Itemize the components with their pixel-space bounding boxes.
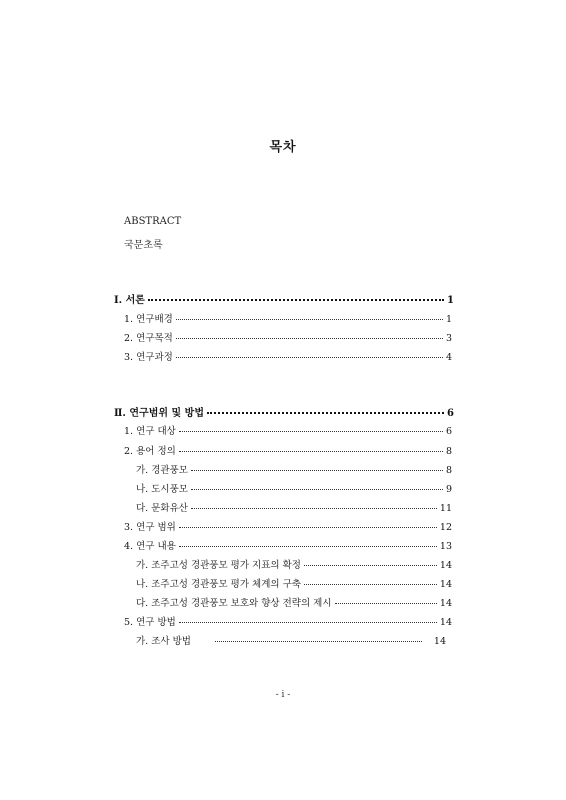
toc-subsection[interactable] [136, 595, 452, 609]
toc-page-number: 8 [445, 465, 452, 476]
toc-label: 다. 문화유산 [136, 503, 188, 514]
toc-label: 1. 연구 대상 [124, 426, 176, 437]
toc-label: 5. 연구 방법 [124, 617, 176, 628]
leader-dots [191, 508, 437, 509]
toc-page-number: 11 [439, 503, 452, 514]
abstract-entry: ABSTRACT [124, 216, 182, 227]
toc-subsection[interactable] [136, 481, 452, 495]
toc-subsection[interactable] [136, 633, 446, 647]
leader-dots [304, 565, 437, 566]
toc-subsection[interactable] [136, 462, 452, 476]
toc-label: Ⅰ. 서론 [114, 295, 145, 306]
toc-subsection[interactable] [136, 500, 452, 514]
leader-dots [304, 584, 437, 585]
toc-page-number: 1 [445, 314, 452, 325]
toc-label: 나. 조주고성 경관풍모 평가 체계의 구축 [136, 579, 301, 590]
toc-label: 가. 경관풍모 [136, 465, 188, 476]
leader-dots [215, 641, 422, 642]
toc-section[interactable] [124, 519, 452, 533]
toc-page-number: 13 [439, 541, 452, 552]
toc-page-number: 8 [445, 446, 452, 457]
page-title: 목차 [269, 140, 297, 155]
toc-label: 다. 조주고성 경관풍모 보호와 향상 전략의 제시 [136, 598, 332, 609]
toc-page-number: 6 [447, 408, 454, 419]
toc-page-number: 14 [433, 636, 446, 647]
toc-page-number: 14 [439, 617, 452, 628]
toc-label: 2. 연구목적 [124, 333, 173, 344]
toc-page-number: 6 [445, 426, 452, 437]
leader-dots [176, 319, 443, 320]
korean-abstract-entry: 국문초록 [124, 240, 163, 251]
leader-dots [179, 527, 437, 528]
leader-dots [179, 622, 437, 623]
toc-label: 3. 연구 범위 [124, 522, 176, 533]
leader-dots [191, 470, 443, 471]
toc-chapter-2[interactable] [114, 404, 454, 418]
toc-section[interactable] [124, 538, 452, 552]
toc-label: 2. 용어 정의 [124, 446, 176, 457]
leader-dots [335, 603, 437, 604]
toc-label: 4. 연구 내용 [124, 541, 176, 552]
leader-dots [176, 338, 443, 339]
toc-section[interactable] [124, 311, 452, 325]
leader-dots [191, 489, 443, 490]
toc-section[interactable] [124, 349, 452, 363]
toc-page-number: 14 [439, 598, 452, 609]
toc-section[interactable] [124, 423, 452, 437]
toc-label: 가. 조사 방법 [136, 636, 191, 647]
toc-label: 가. 조주고성 경관풍모 평가 지표의 확정 [136, 560, 301, 571]
toc-label: 나. 도시풍모 [136, 484, 188, 495]
toc-subsection[interactable] [136, 576, 452, 590]
toc-label: 1. 연구배경 [124, 314, 173, 325]
toc-page-number: 14 [439, 560, 452, 571]
toc-page-number: 14 [439, 579, 452, 590]
leader-dots [176, 357, 443, 358]
toc-page-number: 3 [445, 333, 452, 344]
toc-label: Ⅱ. 연구범위 및 방법 [114, 408, 204, 419]
toc-page-number: 12 [439, 522, 452, 533]
toc-page-number: 4 [445, 352, 452, 363]
toc-section[interactable] [124, 614, 452, 628]
toc-chapter-1[interactable] [114, 291, 454, 305]
leader-dots [207, 412, 444, 414]
toc-section[interactable] [124, 330, 452, 344]
leader-dots [179, 546, 437, 547]
toc-subsection[interactable] [136, 557, 452, 571]
page-number-footer: - i - [275, 690, 291, 700]
leader-dots [148, 299, 444, 301]
toc-label: 3. 연구과정 [124, 352, 173, 363]
leader-dots [179, 451, 443, 452]
toc-page-number: 1 [447, 295, 454, 306]
toc-section[interactable] [124, 443, 452, 457]
toc-page-number: 9 [445, 484, 452, 495]
leader-dots [179, 431, 443, 432]
